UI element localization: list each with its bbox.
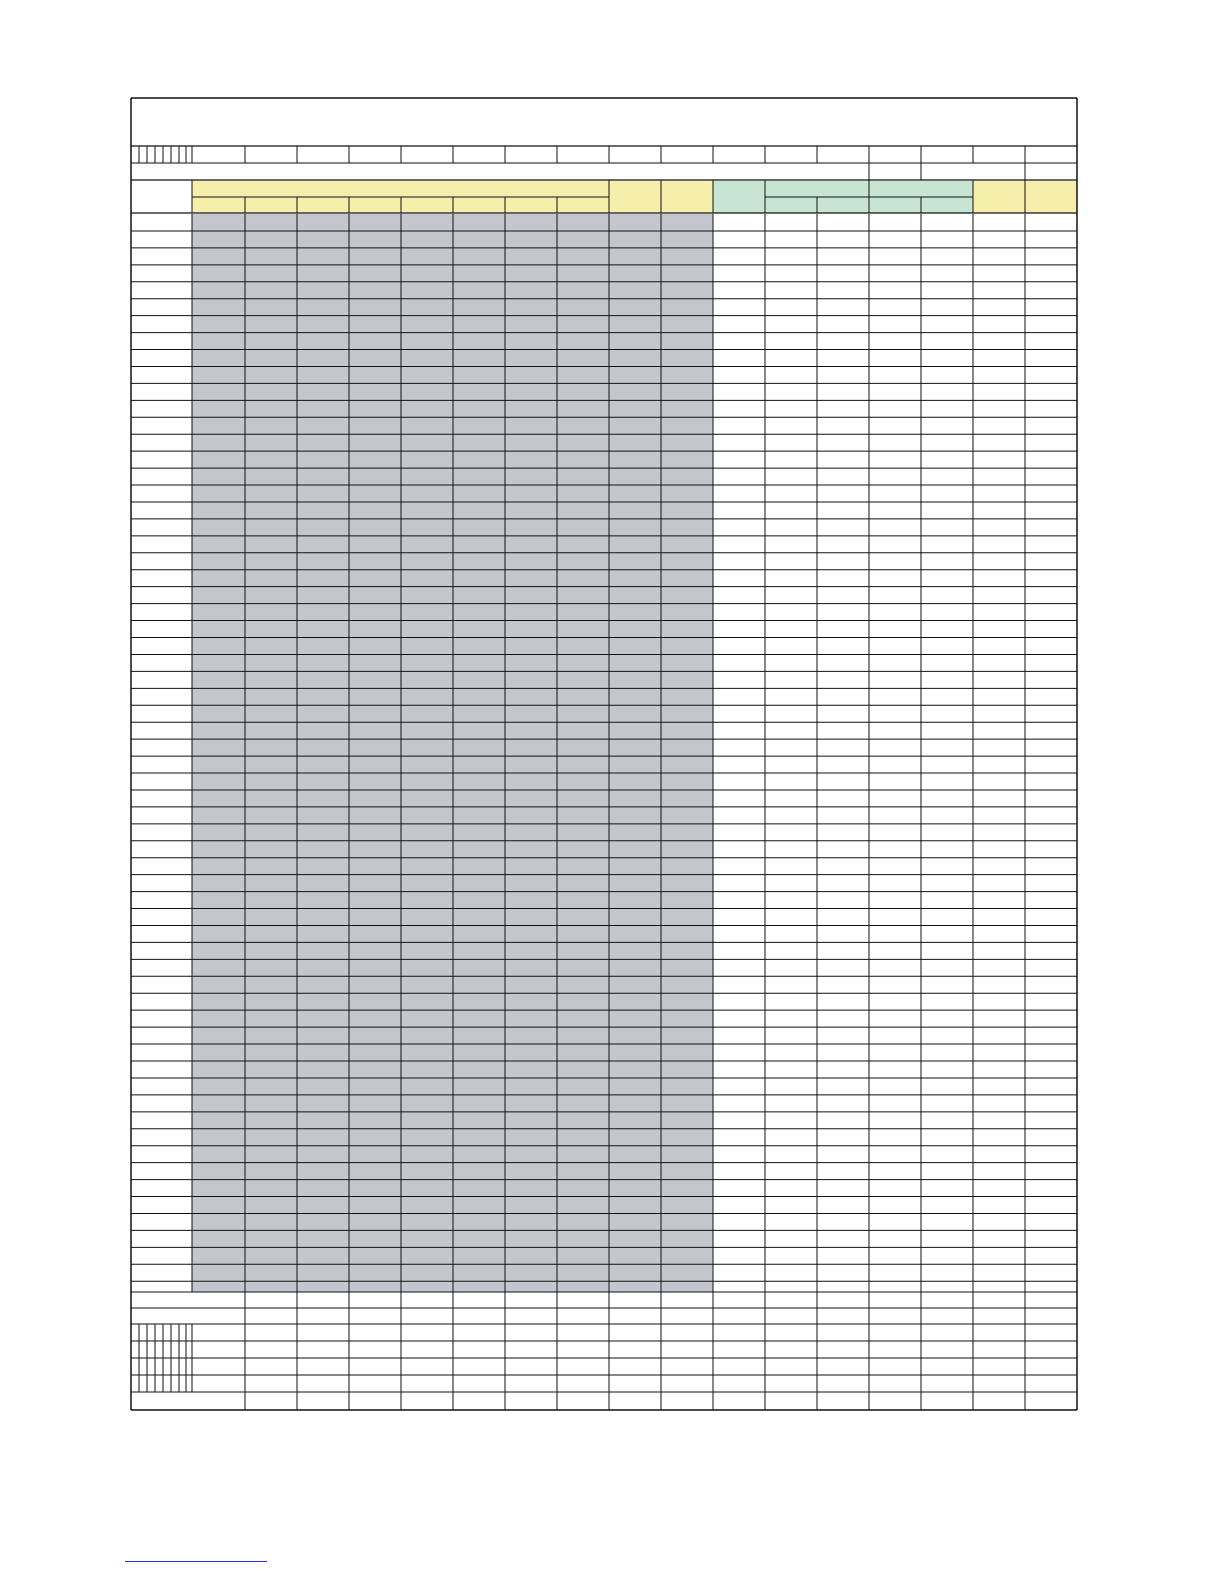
header-green-single	[713, 181, 765, 213]
footer-link[interactable]	[125, 1548, 267, 1562]
form-title	[131, 98, 1077, 146]
header-yellow-group	[192, 181, 609, 197]
